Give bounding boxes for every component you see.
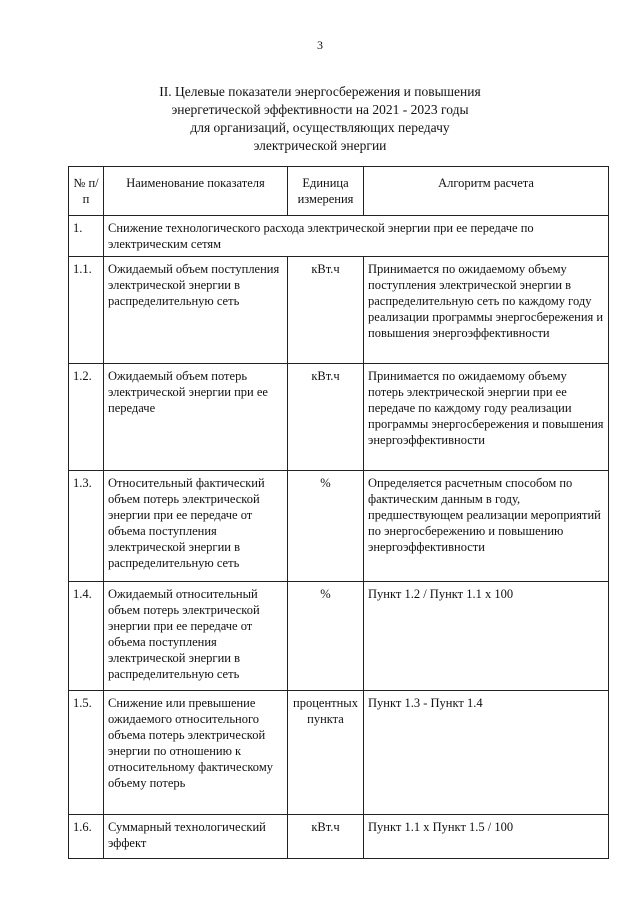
row-unit: %: [288, 471, 364, 582]
row-algo: Пункт 1.1 x Пункт 1.5 / 100: [364, 815, 609, 859]
section-title: [60, 83, 580, 155]
section-title-line: для организаций, осуществляющих передачу: [190, 120, 450, 135]
table-row: [69, 691, 609, 815]
row-num: 1.5.: [69, 691, 104, 815]
row-name: Ожидаемый объем поступления электрической энергии в распределительную сеть: [104, 257, 288, 364]
row-name: Относительный фактический объем потерь электрической энергии при ее передаче от объема поступления электрической энергии в распределительную сеть: [104, 471, 288, 582]
row-unit: кВт.ч: [288, 364, 364, 471]
row-name: Суммарный технологический эффект: [104, 815, 288, 859]
section-title-line: II. Целевые показатели энергосбережения и повышения: [159, 84, 481, 99]
row-unit: процентных пункта: [288, 691, 364, 815]
row-unit: %: [288, 582, 364, 691]
group-num: 1.: [69, 216, 104, 257]
row-algo: Пункт 1.3 - Пункт 1.4: [364, 691, 609, 815]
row-num: 1.2.: [69, 364, 104, 471]
header-name: Наименование показателя: [104, 167, 288, 216]
table-row: [69, 364, 609, 471]
header-unit: Единица измерения: [288, 167, 364, 216]
row-algo: Принимается по ожидаемому объему потерь электрической энергии при ее передаче по каждому году реализации программы энергосбережения и повышения энергоэффективности: [364, 364, 609, 471]
row-algo: Определяется расчетным способом по фактическим данным в году, предшествующем реализации мероприятий по энергосбережению и повышению энергоэффективности: [364, 471, 609, 582]
table-row: [69, 582, 609, 691]
row-num: 1.1.: [69, 257, 104, 364]
table-group-row: [69, 216, 609, 257]
table-row: [69, 815, 609, 859]
row-unit: кВт.ч: [288, 257, 364, 364]
row-unit: кВт.ч: [288, 815, 364, 859]
header-num: № п/п: [69, 167, 104, 216]
row-name: Снижение или превышение ожидаемого относительного объема потерь электрической энергии по отношению к относительному фактическому объему потерь: [104, 691, 288, 815]
page-number: 3: [317, 38, 323, 52]
row-name: Ожидаемый относительный объем потерь электрической энергии при ее передаче от объема поступления электрической энергии в распределительную сеть: [104, 582, 288, 691]
table-row: [69, 471, 609, 582]
row-name: Ожидаемый объем потерь электрической энергии при ее передаче: [104, 364, 288, 471]
row-num: 1.4.: [69, 582, 104, 691]
group-text: Снижение технологического расхода электрической энергии при ее передаче по электрическим сетям: [104, 216, 609, 257]
row-algo: Принимается по ожидаемому объему поступления электрической энергии в распределительную сеть по каждому году реализации программы энергосбережения и повышения энергоэффективности: [364, 257, 609, 364]
table-header-row: [69, 167, 609, 216]
indicators-table: [68, 166, 609, 859]
row-num: 1.3.: [69, 471, 104, 582]
table-row: [69, 257, 609, 364]
section-title-line: энергетической эффективности на 2021 - 2023 годы: [171, 102, 469, 117]
section-title-line: электрической энергии: [253, 138, 387, 153]
row-num: 1.6.: [69, 815, 104, 859]
row-algo: Пункт 1.2 / Пункт 1.1 x 100: [364, 582, 609, 691]
header-algo: Алгоритм расчета: [364, 167, 609, 216]
